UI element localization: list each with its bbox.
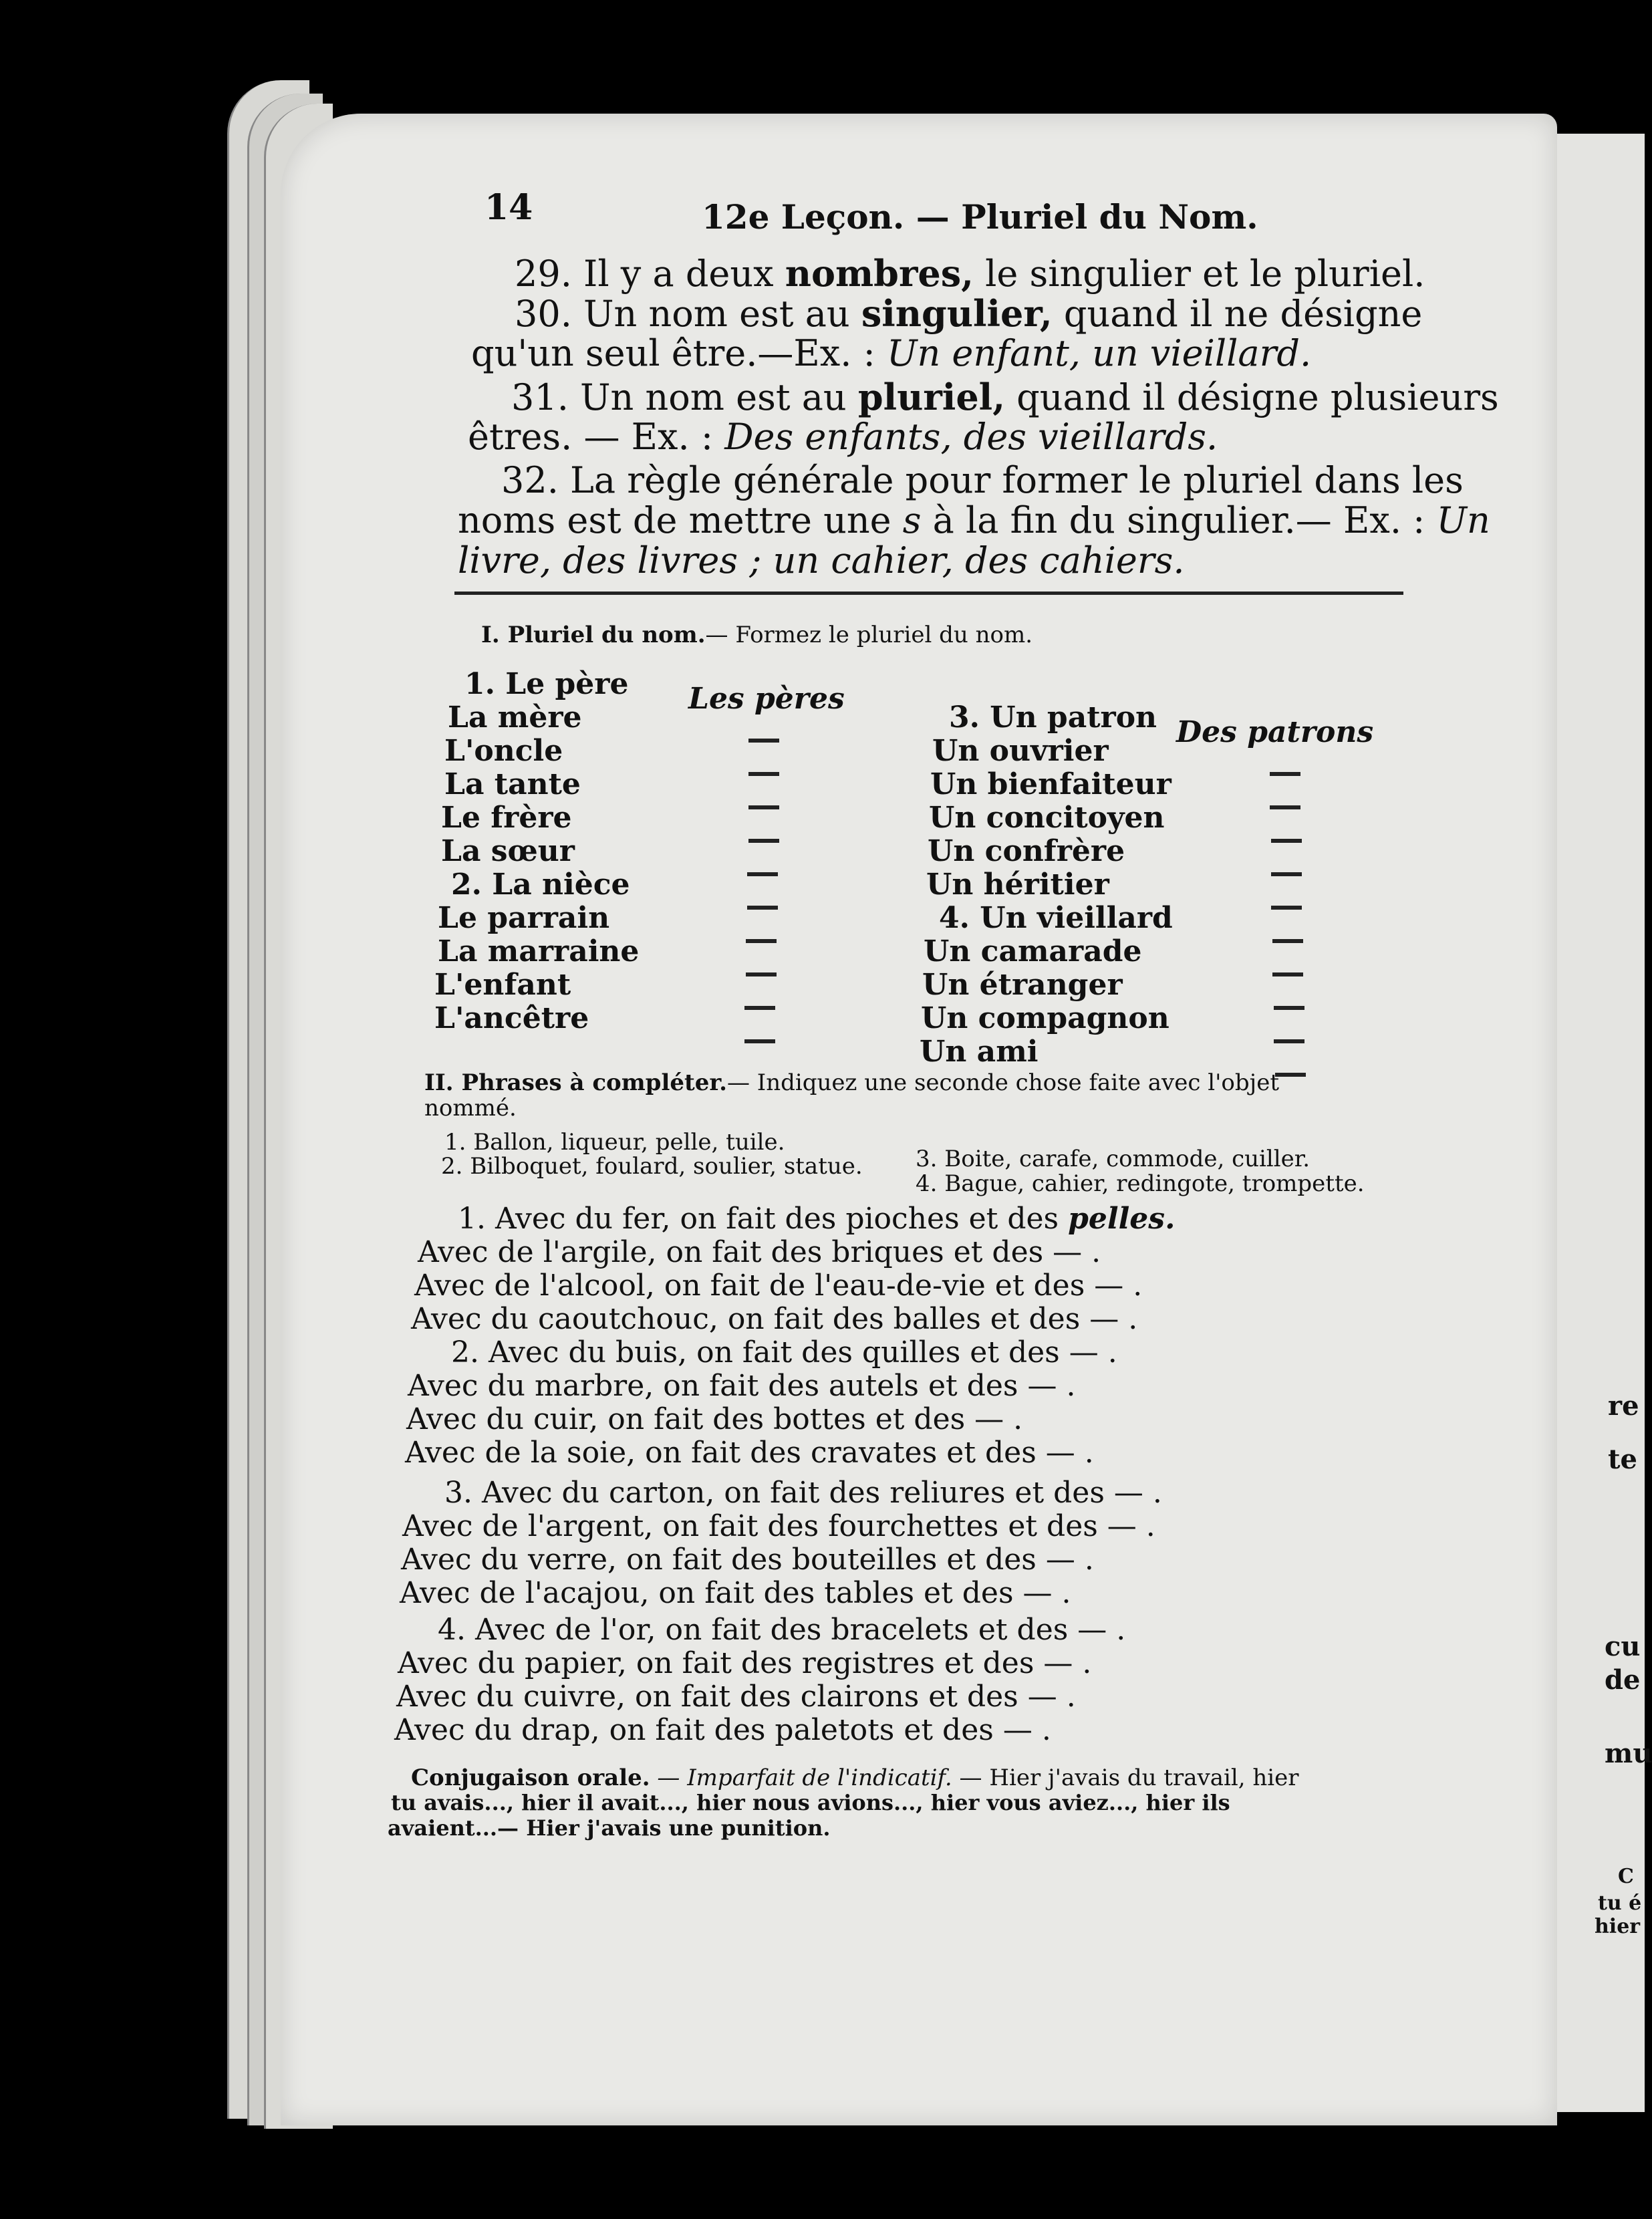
list-item: Un ami bbox=[920, 1035, 1039, 1069]
book-page bbox=[281, 114, 1557, 2125]
list-item: L'enfant bbox=[434, 968, 571, 1002]
answer-blank bbox=[748, 805, 779, 809]
list-item: La marraine bbox=[438, 934, 640, 968]
list-item: 2. La nièce bbox=[451, 868, 630, 902]
answer-blank bbox=[744, 1006, 775, 1010]
rule-29: 29. Il y a deux nombres, le singulier et le pluriel. bbox=[515, 252, 1425, 295]
sentence: Avec du marbre, on fait des autels et des — . bbox=[408, 1369, 1076, 1403]
list-item: Un bienfaiteur bbox=[930, 767, 1172, 801]
answer-blank bbox=[1271, 906, 1302, 910]
sentence: 4. Avec de l'or, on fait des bracelets et des — . bbox=[438, 1613, 1126, 1647]
list-item: L'ancêtre bbox=[434, 1001, 589, 1035]
conjugation-line2: tu avais..., hier il avait..., hier nous avions..., hier vous aviez..., hier ils bbox=[391, 1790, 1230, 1815]
sentence: Avec de l'alcool, on fait de l'eau-de-vie et des — . bbox=[414, 1269, 1143, 1303]
answer-blank bbox=[1272, 939, 1303, 943]
page-number: 14 bbox=[485, 187, 533, 228]
list-item: Le parrain bbox=[438, 901, 610, 935]
word-list-2: 2. Bilboquet, foulard, soulier, statue. bbox=[441, 1153, 863, 1180]
word-list-3: 3. Boite, carafe, commode, cuiller. bbox=[916, 1146, 1311, 1172]
answer-blank bbox=[746, 939, 777, 943]
margin-fragment: re bbox=[1608, 1390, 1639, 1422]
answer-blank bbox=[747, 872, 778, 876]
rule-30: 30. Un nom est au singulier, quand il ne désigne bbox=[515, 292, 1423, 335]
list-item: Un ouvrier bbox=[932, 734, 1109, 768]
sentence: Avec du papier, on fait des registres et des — . bbox=[398, 1646, 1092, 1680]
list-item: Le frère bbox=[441, 801, 572, 835]
exercise2-heading: II. Phrases à compléter.— Indiquez une seconde chose faite avec l'objet bbox=[424, 1069, 1279, 1096]
right-example: Des patrons bbox=[1176, 715, 1374, 749]
answer-blank bbox=[1271, 839, 1302, 843]
margin-fragment: tu é bbox=[1598, 1891, 1642, 1915]
sentence: 2. Avec du buis, on fait des quilles et des — . bbox=[451, 1335, 1117, 1369]
exercise1-heading: I. Pluriel du nom.— Formez le pluriel du nom. bbox=[481, 622, 1033, 648]
list-item: La mère bbox=[448, 700, 582, 735]
answer-blank bbox=[1274, 1039, 1304, 1043]
list-item: L'oncle bbox=[444, 734, 563, 768]
rule-32: 32. La règle générale pour former le pluriel dans les bbox=[501, 459, 1464, 501]
sentence: Avec de l'argent, on fait des fourchettes et des — . bbox=[402, 1509, 1155, 1543]
sentence: Avec du drap, on fait des paletots et des — . bbox=[394, 1713, 1051, 1747]
list-item: Un héritier bbox=[926, 868, 1109, 902]
sentence: Avec de la soie, on fait des cravates et des — . bbox=[405, 1436, 1094, 1470]
sentence: Avec de l'acajou, on fait des tables et des — . bbox=[400, 1576, 1071, 1610]
answer-blank bbox=[746, 972, 777, 976]
margin-fragment: te bbox=[1608, 1444, 1637, 1475]
list-item: Un camarade bbox=[924, 934, 1142, 968]
sentence: Avec du cuir, on fait des bottes et des — . bbox=[406, 1402, 1023, 1436]
answer-blank bbox=[1271, 872, 1302, 876]
word-list-1: 1. Ballon, liqueur, pelle, tuile. bbox=[444, 1129, 785, 1156]
margin-fragment: hier bbox=[1595, 1915, 1641, 1938]
list-item: 1. Le père bbox=[464, 667, 629, 701]
answer-blank bbox=[744, 1039, 775, 1043]
rule-31-line2: êtres. — Ex. : Des enfants, des vieillards. bbox=[468, 416, 1218, 458]
answer-blank bbox=[747, 906, 778, 910]
list-item: 4. Un vieillard bbox=[939, 901, 1173, 935]
conjugation-line3: avaient...— Hier j'avais une punition. bbox=[388, 1815, 831, 1841]
list-item: Un confrère bbox=[928, 834, 1125, 868]
answer-blank bbox=[1270, 772, 1300, 776]
page-title: 12e Leçon. — Pluriel du Nom. bbox=[702, 197, 1258, 237]
sentence: Avec du caoutchouc, on fait des balles et des — . bbox=[411, 1302, 1138, 1336]
answer-blank bbox=[1270, 805, 1300, 809]
rule-32-line3: livre, des livres ; un cahier, des cahiers. bbox=[458, 539, 1185, 581]
left-example: Les pères bbox=[688, 682, 845, 716]
margin-fragment: C bbox=[1618, 1865, 1634, 1888]
sentence: 3. Avec du carton, on fait des reliures et des — . bbox=[444, 1476, 1162, 1510]
margin-fragment: cu bbox=[1605, 1631, 1641, 1662]
list-item: La sœur bbox=[441, 834, 575, 868]
margin-fragment: mu bbox=[1605, 1738, 1652, 1769]
list-item: La tante bbox=[444, 767, 581, 801]
conjugation-line1: Conjugaison orale. — Imparfait de l'indicatif. — Hier j'avais du travail, hier bbox=[411, 1765, 1299, 1791]
sentence: Avec de l'argile, on fait des briques et des — . bbox=[418, 1235, 1101, 1269]
list-item: Un compagnon bbox=[921, 1001, 1169, 1035]
rule-32-line2: noms est de mettre une s à la fin du singulier.— Ex. : Un bbox=[458, 499, 1490, 541]
answer-blank bbox=[748, 772, 779, 776]
sentence: 1. Avec du fer, on fait des pioches et des pelles. bbox=[458, 1202, 1176, 1236]
answer-blank bbox=[748, 839, 779, 843]
answer-blank bbox=[1274, 1006, 1304, 1010]
word-list-4: 4. Bague, cahier, redingote, trompette. bbox=[916, 1170, 1365, 1197]
margin-fragment: de bbox=[1605, 1664, 1641, 1696]
sentence: Avec du verre, on fait des bouteilles et des — . bbox=[401, 1543, 1094, 1577]
exercise2-instruction-cont: nommé. bbox=[424, 1095, 517, 1122]
list-item: Un concitoyen bbox=[929, 801, 1165, 835]
sentence: Avec du cuivre, on fait des clairons et des — . bbox=[396, 1680, 1076, 1714]
answer-blank bbox=[748, 739, 779, 743]
list-item: 3. Un patron bbox=[949, 700, 1157, 735]
rule-31: 31. Un nom est au pluriel, quand il désigne plusieurs bbox=[511, 376, 1499, 418]
list-item: Un étranger bbox=[922, 968, 1123, 1002]
answer-blank bbox=[1272, 972, 1303, 976]
answer-blank bbox=[1275, 1073, 1306, 1077]
rule-30-line2: qu'un seul être.—Ex. : Un enfant, un vieillard. bbox=[471, 332, 1312, 374]
divider bbox=[454, 592, 1403, 595]
